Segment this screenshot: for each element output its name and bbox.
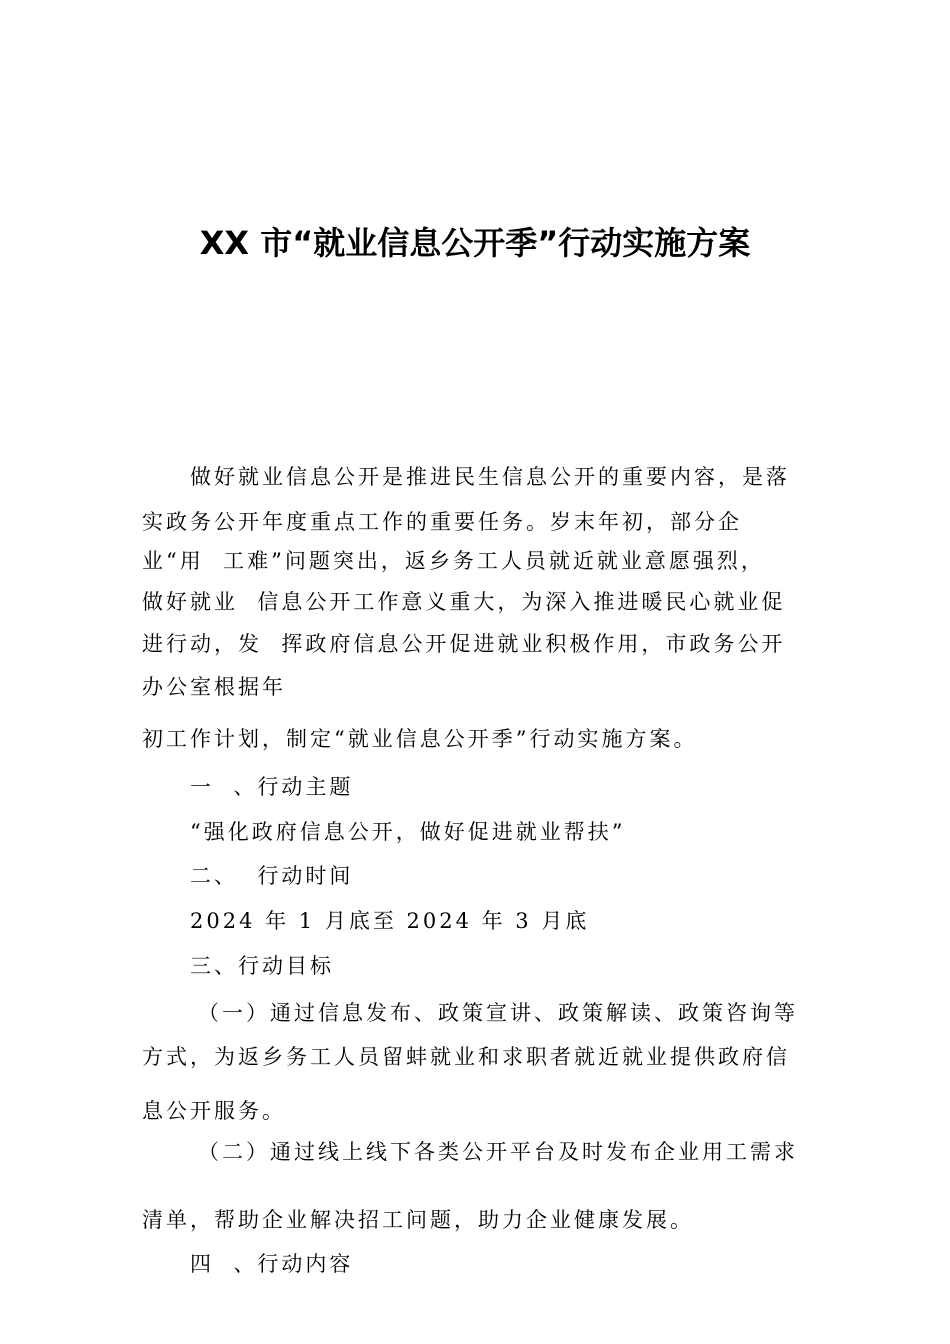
body-line: 2024 年 1 月底至 2024 年 3 月底 <box>190 909 590 933</box>
body-line: （二）通过线上线下各类公开平台及时发布企业用工需求 <box>198 1140 798 1164</box>
body-line: 办公室根据年 <box>142 675 286 699</box>
body-line: 实政务公开年度重点工作的重要任务。岁末年初，部分企 <box>142 510 742 534</box>
body-line: 做好就业 信息公开工作意义重大，为深入推进暖民心就业促 <box>142 590 786 614</box>
body-line: 初工作计划，制定“就业信息公开季”行动实施方案。 <box>142 727 698 751</box>
body-line: 做好就业信息公开是推进民生信息公开的重要内容，是落 <box>190 465 790 489</box>
section-heading-4: 四 、行动内容 <box>190 1252 354 1276</box>
section-heading-1: 一 、行动主题 <box>190 775 354 799</box>
body-line: 方式，为返乡务工人员留蚌就业和求职者就近就业提供政府信 <box>142 1045 790 1069</box>
section-heading-2: 二、 行动时间 <box>190 864 354 888</box>
body-line: 进行动，发 挥政府信息公开促进就业积极作用，市政务公开 <box>142 632 786 656</box>
body-line: 业“用 工难”问题突出，返乡务工人员就近就业意愿强烈， <box>142 549 765 573</box>
body-line: （一）通过信息发布、政策宣讲、政策解读、政策咨询等 <box>198 1001 798 1025</box>
body-line: 清单，帮助企业解决招工问题，助力企业健康发展。 <box>142 1208 694 1232</box>
body-line: “强化政府信息公开，做好促进就业帮扶” <box>190 820 626 844</box>
section-heading-3: 三、行动目标 <box>190 954 334 978</box>
body-line: 息公开服务。 <box>142 1099 286 1123</box>
document-title: XX 市“就业信息公开季”行动实施方案 <box>199 224 751 262</box>
